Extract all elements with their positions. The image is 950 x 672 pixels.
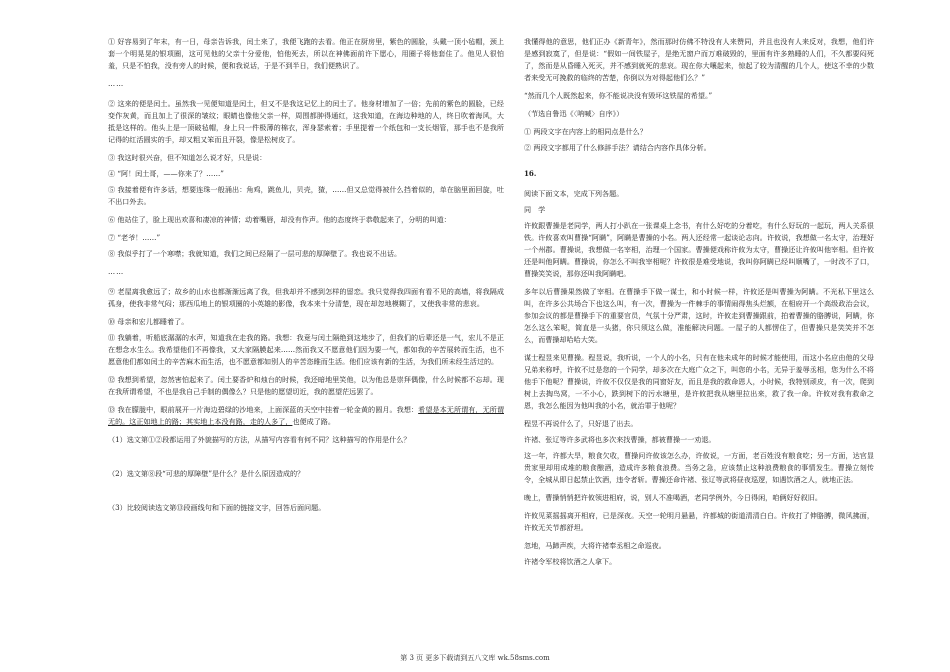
story-paragraph: 许褚令军校将饮酒之人拿下。 [524,557,617,566]
link-text-paragraph: 我懂得他的意思，他们正办《新青年》，然而那时仿佛不特没有人来赞同，并且也没有人来反对，我想，他们许是感到寂寞了，但是说：“假如一间铁屋子，是绝无窗户而万难破毁的，里面有许多熟睡的人们，不久都要闷死了，然而是从昏睡入死灭，并不感到就死的悲哀。现在你大嚷起来，惊起了较为清醒的几个人，使这不幸的少数者来受无可挽救的临终的苦楚，你倒以为对得起他们么？” [524,37,874,82]
paragraph-13 [108,404,504,428]
paragraph-4: ④ “阿！闰土哥，——你来了？……” [108,169,224,178]
question-2: （2）选文第⑧段“可悲的厚障壁”是什么？是什么原因造成的？ [108,469,305,478]
paragraph-6: ⑥ 他站住了，脸上现出欢喜和凄凉的神情；动着嘴唇，却没有作声。他的态度终于恭敬起来了，分明的叫道： [108,215,451,224]
paragraph-13-tail: 也便成了路。 [292,417,335,426]
story-paragraph: 谋士程昱来见曹操。程昱说，我听说，一个人的小名，只有在他未成年的时候才能使用，而这小名应由他的父母兄弟来称呼，许攸不过是您的一个同学，却多次在大庭广众之下，叫您的小名，无异于羞辱丞相，您为什么不将他手下他呢？曹操说，许攸不仅仅是我的同窗好友，而且是我的救命恩人，小时候，我特别顽皮，有一次，爬到树上去掏鸟窝，一不小心，跌到树下的污水塘里，是许攸把我从塘里拉出来，救了我一命。许攸对我有救命之恩，我怎么能因为他叫我的小名，就治罪于他呢？ [524,353,874,410]
paragraph-1: ① 好容易到了年末，有一日，母亲告诉我，闰土来了，我便飞跑的去看。他正在厨房里，紫色的圆脸，头戴一顶小毡帽，颈上套一个明晃晃的银项圈，这可见他的父亲十分爱他，怕他死去，所以在神佛面前许下愿心，用圈子将他套住了。他见人很怕羞，只是不怕我，没有旁人的时候，便和我说话，于是不到半日，我们便熟识了。 [108,37,504,70]
story-paragraph: 晚上，曹操悄悄把许攸领进相府，说，别人不准喝酒，老同学例外，今日得闲，咱俩好好叙旧。 [524,493,822,502]
source-note: （节选自鲁迅《〈呐喊〉自序》） [524,109,624,118]
underlined-sentence: 希望是本无所谓有，无所谓无的。这正如地上的路；其实地上本没有路，走的人多了， [108,405,504,426]
link-text-paragraph-2: “然而几个人既然起来，你不能说决没有毁坏这铁屋的希望。” [524,91,713,100]
story-paragraph: 许褚、张辽等许多武将也多次来找曹操，都被曹操一一劝退。 [524,435,716,444]
ellipsis-1: …… [108,79,125,88]
paragraph-5: ⑤ 我接着便有许多话，想要连珠一般涌出：角鸡，跳鱼儿，贝壳，猹，……但又总觉得被什么挡着似的，单在脑里面回旋，吐不出口外去。 [108,185,504,206]
ellipsis-2: …… [108,267,125,276]
story-paragraph: 程昱不再说什么了，只好退了出去。 [524,419,638,428]
question-number: 16. [524,169,537,178]
left-column [108,36,504,520]
paragraph-8: ⑧ 我似乎打了一个寒噤；我就知道，我们之间已经隔了一层可悲的厚障壁了。我也说不出话。 [108,249,402,258]
story-paragraph: 许攸跟曹操是老同学，两人打小趴在一张课桌上念书，有什么好吃的分着吃，有什么好玩的一起玩，两人关系很铁。许攸喜欢叫曹操“阿瞒”，阿瞒是曹操的小名。两人还经常一起谈论志向。许攸说，我想做一名太守，治理好一个州郡。曹操说，我想做一名宰相，治理一个国家。曹操便戏称许攸为太守，曹操还让许攸叫他宰相。但许攸还是叫他阿瞒。曹操说，你怎么不叫我宰相呢？许攸很是难受地说，我叫你阿瞒已经叫顺嘴了，一时改不了口，曹操笑笑说，那你还叫我阿瞒吧。 [524,221,874,278]
paragraph-10: ⑩ 母亲和宏儿都睡着了。 [108,317,189,326]
paragraph-13-lead: ⑬ 我在朦胧中，眼前展开一片海边碧绿的沙地来，上面深蓝的天空中挂着一轮金黄的圆月。我想： [108,405,419,414]
question-1: （1）选文第①②段都运用了外貌描写的方法，从描写内容看有何不同？这种描写的作用是什么？ [108,435,411,444]
story-paragraph: 忽地，马蹄声疾，大将许褚奉丞相之命巡夜。 [524,541,666,550]
paragraph-9: ⑨ 老屋离我愈远了；故乡的山水也都渐渐远离了我，但我却并不感到怎样的留恋。我只觉得我四面有看不见的高墙，将我隔成孤身，使我非常气闷；那西瓜地上的银项圈的小英雄的影像，我本来十分清楚，现在却忽地模糊了，又使我非常的悲哀。 [108,287,504,308]
story-paragraph: 许攸见菜摇摇离开相府，已是深夜。天空一轮明月悬悬，许都城的街道清清白白。许攸打了伸胳膊，微风拂面，许攸无关节都舒坦。 [524,511,874,532]
paragraph-11: ⑪ 我躺着，听船底潺潺的水声，知道我在走我的路。我想：我竟与闰土隔绝到这地步了，但我们的后辈还是一气，宏儿不是正在想念水生么。我希望他们不再像我，又大家隔膜起来……然而我又不愿意他们因为要一气，都如我的辛苦展转而生活，也不愿意他们都如闰土的辛苦麻木而生活，也不愿意都如别人的辛苦恣睢而生活。他们应该有新的生活，为我们所未经生活过的。 [108,333,504,366]
paragraph-7: ⑦ “老爷！……” [108,233,161,242]
sub-question-2: ② 两段文字都用了什么修辞手法？请结合内容作具体分析。 [524,143,711,152]
story-title: 同 学 [524,205,546,214]
question-instruction: 阅读下面文本，完成下列各题。 [524,189,624,198]
story-paragraph: 这一年，许都大旱，粮食欠收，曹操问许攸该怎么办，许攸说，一方面，老百姓没有粮食吃；另一方面，达官显贵家里却用成堆的粮食酿酒，造成许多粮食浪费。当务之急，应该禁止这种浪费粮食的事情发生。曹操立刻传令，全城从即日起禁止饮酒，违令者斩。曹操还命许褚、张辽等武将昼夜巡逻，如遇饮酒之人，就地正法。 [524,451,874,484]
sub-question-1: ① 两段文字在内容上的相同点是什么？ [524,127,647,136]
question-3: （3）比较阅读选文第⑬段画线句和下面的链接文字，回答后面问题。 [108,503,326,512]
page-footer: 第 3 页 更多下载请到五八文库 wk.58sms.com [400,654,550,662]
paragraph-2: ② 这来的便是闰土。虽然我一见便知道是闰土，但又不是我这记忆上的闰土了。他身材增加了一倍；先前的紫色的圆脸，已经变作灰黄，而且加上了很深的皱纹；眼睛也像他父亲一样，周围都肿得通红，这我知道，在海边种地的人，终日吹着海风，大抵是这样的。他头上是一顶破毡帽，身上只一件极薄的棉衣，浑身瑟索着；手里提着一个纸包和一支长烟管，那手也不是我所记得的红活圆实的手，却又粗又笨而且开裂，像是松树皮了。 [108,99,504,144]
right-column [524,36,874,572]
paragraph-3: ③ 我这时很兴奋，但不知道怎么说才好，只是说： [108,153,267,162]
paragraph-12: ⑫ 我想到希望，忽然害怕起来了。闰土要香炉和烛台的时候，我还暗地里笑他，以为他总是崇拜偶像，什么时候都不忘却。现在我所谓希望，不也是我自己手制的偶像么？只是他的愿望切近，我的愿望茫远罢了。 [108,375,504,396]
story-paragraph: 多年以后曹操果然做了宰相。在曹操手下做一谋士，和小时候一样，许攸还是叫曹操为阿瞒。不光私下里这么叫，在许多公共场合下也这么叫，有一次，曹操为一件棘手的事情闹得焦头烂额，在相府开一个高级政治会议，参加会议的都是曹操手下的重要官员，气氛十分严肃，这时，许攸走到曹操跟前，拍着曹操的胳膊说，阿瞒，你怎么这么笨呢，简直是一头猪，你只须这么做，准能解决问题。一屋子的人都愣住了，但曹操只是笑笑并不怎么，而曹操却哈哈大笑。 [524,287,874,344]
